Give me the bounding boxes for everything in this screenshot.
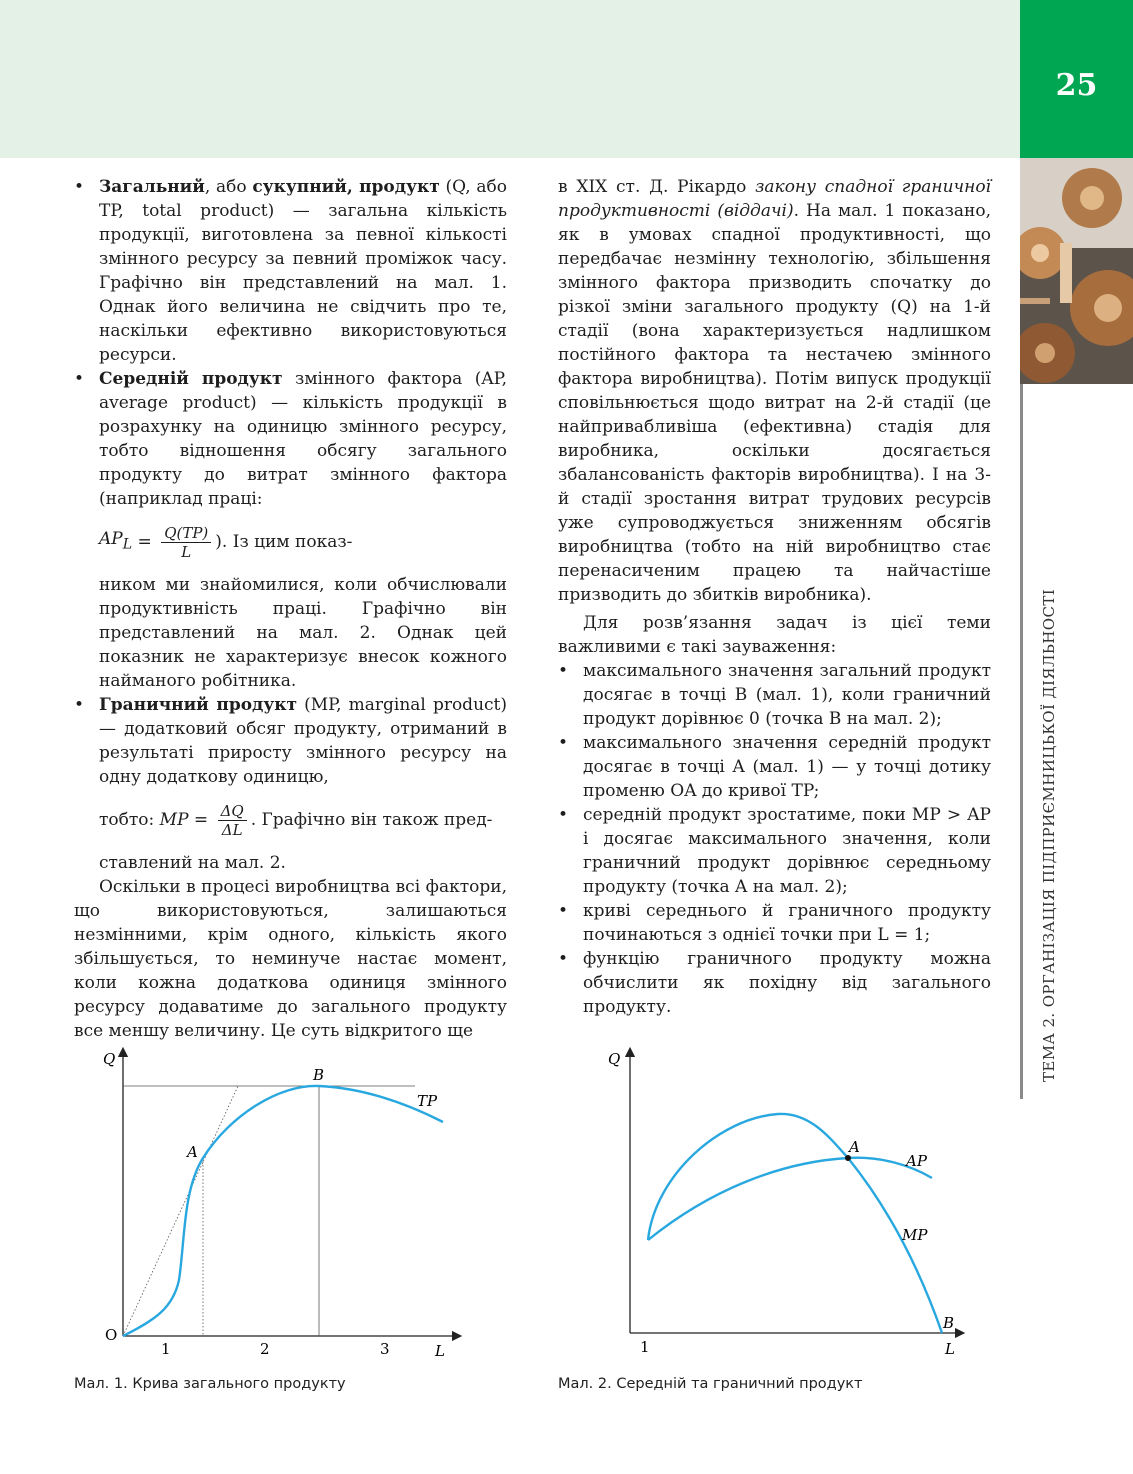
list-item: • максимального значення середній продукт досягає в точці A (мал. 1) — у точці дотику променю OA до кривої TP; (558, 731, 991, 803)
stage-2-label: 2 (260, 1340, 270, 1358)
formula-symbol: AP (99, 529, 123, 550)
formula-ap (74, 511, 507, 573)
stage-1-label: 1 (161, 1340, 171, 1358)
page-number: 25 (1055, 67, 1098, 103)
figure-2-caption: Мал. 2. Середній та граничний продукт (558, 1376, 863, 1392)
point-b-label: B (313, 1066, 325, 1084)
term-cumulative-product: сукупний, продукт (252, 177, 440, 197)
text-block: ником ми знайомилися, коли обчислювали продуктивність праці. Графічно він представлений на мал. 2. Однак цей показник не характеризує внесок кожного найманого робітника. (99, 575, 507, 691)
y-axis-label: Q (608, 1050, 621, 1068)
point-a-label: A (187, 1143, 198, 1161)
law-name: закону спадної граничної продуктивності (віддачі) (558, 177, 991, 221)
term-average-product: Середній продукт (99, 369, 283, 389)
text-span: в XIX ст. Д. Рікардо (558, 177, 756, 197)
figure-1-caption: Мал. 1. Крива загального продукту (74, 1376, 346, 1392)
formula-ap-fraction (161, 524, 211, 561)
formula-symbol: MP (159, 810, 189, 830)
left-column (74, 175, 507, 1043)
fraction-denominator: ΔL (221, 820, 243, 839)
list-item: • криві середнього й граничного продукту починаються з однієї точки при L = 1; (558, 899, 991, 947)
fraction-denominator: L (181, 542, 192, 561)
point-a-label: A (849, 1138, 860, 1156)
tangent-ray-oa (123, 1086, 238, 1336)
formula-mp-fraction (218, 802, 247, 839)
equals-sign: = (132, 532, 158, 552)
equals-sign: = (188, 810, 214, 830)
tp-curve (123, 1086, 443, 1336)
figure-2-average-marginal-product (600, 1040, 980, 1365)
list-item: • функцію граничного продукту можна обчислити як похідну від загального продукту. (558, 947, 991, 1019)
list-item: • максимального значення загальний продукт досягає в точці B (мал. 1), коли граничний продукт дорівнює 0 (точка B на мал. 2); (558, 659, 991, 731)
text-block: ставлений на мал. 2. (99, 853, 286, 873)
point-b-label: B (943, 1314, 955, 1332)
side-divider (1020, 384, 1023, 1099)
figure-1-total-product (95, 1040, 475, 1365)
text-span: total product) — загальна кількість продукції, виготовлена за певної кількості змінного ресурсу за певний проміжок часу. Графічно він представлений на мал. 1. Однак його величина не свідчить про те, наскільки ефективно використовуються ресурси. (99, 201, 507, 365)
bullet-average-product (74, 367, 507, 511)
mp-curve-label: MP (902, 1226, 928, 1244)
list-item: • середній продукт зростатиме, поки MP > AP і досягає максимального значення, коли граничний продукт дорівнює середньому продукту (точка A на мал. 2); (558, 803, 991, 899)
fraction-numerator: ΔQ (218, 802, 247, 821)
right-column (558, 175, 991, 1019)
formula-ap-lhs (99, 527, 132, 556)
mp-curve (648, 1114, 942, 1333)
text-span: тобто: (99, 810, 155, 830)
x-axis-label: L (945, 1340, 955, 1358)
origin-label: O (105, 1326, 118, 1344)
bullet-total-product (74, 175, 507, 367)
formula-subscript: L (122, 536, 133, 553)
section-title-vertical: ТЕМА 2. ОРГАНІЗАЦІЯ ПІДПРИЄМНИЦЬКОЇ ДІЯЛЬНОСТІ (1040, 588, 1058, 1082)
text-span: . На мал. 1 показано, як в умовах спадної продуктивності, що передбачає незмінну технологію, збільшення змінного фактора призводить спочатку до різкої зміни загального продукту (Q) на 1-й стадії (вона характеризується надлишком постійного фактора та нестачею змінного фактора виробництва). Потім випуск продукції сповільнюється щодо витрат на 2-й стадії (це найпривабливіша (ефективна) стадія для виробника, оскільки досягається збалансованість факторів виробництва). І на 3-й стадії зростання витрат трудових ресурсів уже супроводжується зниженням обсягів виробництва (тобто на ній виробництво стає перенасиченим працею та найчастіше призводить до збитків виробника). (558, 201, 991, 605)
gears-image (1020, 158, 1133, 384)
paragraph (558, 175, 991, 607)
formula-mp (74, 789, 507, 851)
term-marginal-product: Граничний продукт (99, 695, 298, 715)
text-span: ). Із цим показ- (215, 532, 353, 552)
ap-curve-label: AP (906, 1152, 927, 1170)
ap-curve (648, 1158, 932, 1240)
text-span: (Q, або TP, (99, 177, 507, 221)
text-span: . Графічно він також пред- (250, 810, 493, 830)
stage-3-label: 3 (380, 1340, 390, 1358)
fraction-numerator: Q(TP) (161, 524, 211, 543)
text-span: (MP, marginal product) — додатковий обсяг продукту, отриманий в результаті приросту змінного ресурсу на одну додаткову одиницю, (99, 695, 507, 787)
x-tick-1: 1 (640, 1338, 650, 1356)
x-axis-label: L (435, 1342, 445, 1360)
text-span: змінного фактора (AP, average product) — кількість продукції в розрахунку на одиницю змінного ресурсу, тобто відношення обсягу загального продукту до витрат змінного фактора (наприклад праці: (99, 369, 508, 509)
term-total: Загальний (99, 177, 205, 197)
bullet-marginal-product (74, 693, 507, 789)
y-axis-label: Q (103, 1050, 116, 1068)
paragraph: Для розв’язання задач із цієї теми важливими є такі зауваження: (558, 613, 991, 657)
paragraph: Оскільки в процесі виробництва всі фактори, що використовуються, залишаються незмінними, крім одного, кількість якого збільшується, то неминуче настає момент, коли кожна додаткова одиниця змінного ресурсу додаватиме до загального продукту все меншу величину. Це суть відкритого ще (74, 877, 507, 1041)
page-number-box (1020, 0, 1133, 158)
tp-curve-label: TP (417, 1092, 438, 1110)
text-span: , або (204, 177, 253, 197)
header-band (0, 0, 1020, 158)
